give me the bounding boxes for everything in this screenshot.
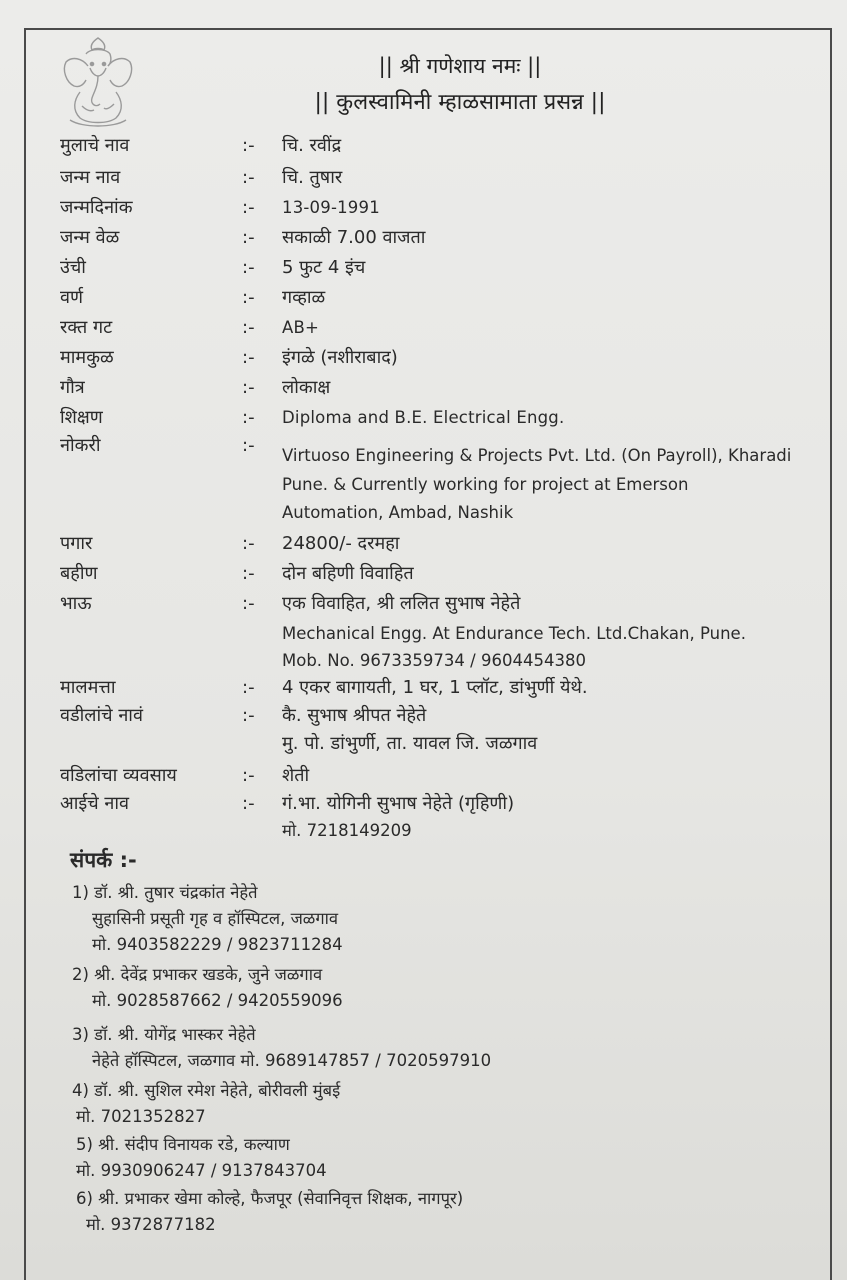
field-value: एक विवाहित, श्री ललित सुभाष नेहेते [282, 593, 521, 614]
contact-line: 3) डॉ. श्री. योगेंद्र भास्कर नेहेते [72, 1025, 256, 1044]
field-label: मालमत्ता [60, 677, 116, 698]
contact-line: 2) श्री. देवेंद्र प्रभाकर खडके, जुने जळगाव [72, 965, 323, 984]
job-line: Pune. & Currently working for project at Emerson [282, 475, 689, 494]
field-value: चि. रवींद्र [282, 135, 342, 156]
field-label: जन्म नाव [60, 167, 121, 188]
job-line: Automation, Ambad, Nashik [282, 503, 514, 522]
contacts-heading: संपर्क :- [70, 848, 137, 872]
field-value: इंगळे (नशीराबाद) [282, 347, 398, 368]
field-label: रक्त गट [60, 317, 113, 338]
field-label: भाऊ [60, 593, 92, 614]
field-value: गं.भा. योगिनी सुभाष नेहेते (गृहिणी) [282, 793, 515, 814]
field-label: वडीलांचे नावं [60, 705, 143, 726]
field-label: मुलाचे नाव [60, 135, 130, 156]
field-value: 13-09-1991 [282, 198, 380, 217]
job-line: Virtuoso Engineering & Projects Pvt. Ltd. (On Payroll), Kharadi [282, 446, 792, 465]
field-value: 4 एकर बागायती, 1 घर, 1 प्लॉट, डांभुर्णी येथे. [282, 677, 588, 698]
field-label: नोकरी [60, 435, 101, 456]
field-separator: :- [242, 197, 255, 218]
field-separator: :- [242, 407, 255, 428]
contact-line: 5) श्री. संदीप विनायक रडे, कल्याण [76, 1135, 290, 1154]
ganesha-logo [52, 34, 144, 134]
field-separator: :- [242, 563, 255, 584]
field-label: उंची [60, 257, 86, 278]
field-value: गव्हाळ [282, 287, 326, 308]
field-value: लोकाक्ष [282, 377, 331, 398]
contact-line: 6) श्री. प्रभाकर खेमा कोल्हे, फैजपूर (सेवानिवृत्त शिक्षक, नागपूर) [76, 1189, 464, 1208]
contact-line: सुहासिनी प्रसूती गृह व हॉस्पिटल, जळगाव [92, 909, 339, 928]
field-label: वर्ण [60, 287, 84, 308]
invocation-line: || श्री गणेशाय नमः || [378, 54, 542, 78]
field-label: आईचे नाव [60, 793, 130, 814]
contact-line: मो. 9372877182 [86, 1215, 216, 1234]
brother-line: Mob. No. 9673359734 / 9604454380 [282, 651, 586, 670]
mother-phone: मो. 7218149209 [282, 821, 412, 840]
field-value: 24800/- दरमहा [282, 533, 400, 554]
field-value: चि. तुषार [282, 167, 343, 188]
field-label: मामकुळ [60, 347, 114, 368]
field-label: जन्मदिनांक [60, 197, 133, 218]
field-value: दोन बहिणी विवाहित [282, 563, 414, 584]
field-separator: :- [242, 317, 255, 338]
deity-line: || कुलस्वामिनी म्हाळसामाता प्रसन्न || [314, 90, 606, 115]
field-separator: :- [242, 135, 255, 156]
contact-line: मो. 7021352827 [76, 1107, 206, 1126]
field-separator: :- [242, 793, 255, 814]
field-label: पगार [60, 533, 93, 554]
contact-line: मो. 9028587662 / 9420559096 [92, 991, 343, 1010]
field-separator: :- [242, 167, 255, 188]
field-value: शेती [282, 765, 310, 786]
field-value: AB+ [282, 318, 320, 337]
field-separator: :- [242, 257, 255, 278]
field-value: सकाळी 7.00 वाजता [282, 227, 426, 248]
field-value: 5 फुट 4 इंच [282, 257, 366, 278]
field-value: Diploma and B.E. Electrical Engg. [282, 408, 565, 427]
field-separator: :- [242, 227, 255, 248]
field-value: कै. सुभाष श्रीपत नेहेते [282, 705, 427, 726]
field-separator: :- [242, 705, 255, 726]
field-separator: :- [242, 593, 255, 614]
brother-line: Mechanical Engg. At Endurance Tech. Ltd.Chakan, Pune. [282, 624, 746, 643]
contact-line: मो. 9403582229 / 9823711284 [92, 935, 343, 954]
contact-line: मो. 9930906247 / 9137843704 [76, 1161, 327, 1180]
field-separator: :- [242, 347, 255, 368]
father-address: मु. पो. डांभुर्णी, ता. यावल जि. जळगाव [282, 733, 538, 754]
field-separator: :- [242, 377, 255, 398]
field-separator: :- [242, 287, 255, 308]
field-label: वडिलांचा व्यवसाय [60, 765, 177, 786]
field-separator: :- [242, 765, 255, 786]
field-label: बहीण [60, 563, 98, 584]
field-label: जन्म वेळ [60, 227, 120, 248]
contact-line: 1) डॉ. श्री. तुषार चंद्रकांत नेहेते [72, 883, 258, 902]
field-separator: :- [242, 677, 255, 698]
field-separator: :- [242, 533, 255, 554]
contact-line: नेहेते हॉस्पिटल, जळगाव मो. 9689147857 / 7020597910 [92, 1051, 492, 1070]
field-label: शिक्षण [60, 407, 103, 428]
field-separator: :- [242, 435, 255, 456]
field-label: गौत्र [60, 377, 85, 398]
contact-line: 4) डॉ. श्री. सुशिल रमेश नेहेते, बोरीवली मुंबई [72, 1081, 341, 1100]
